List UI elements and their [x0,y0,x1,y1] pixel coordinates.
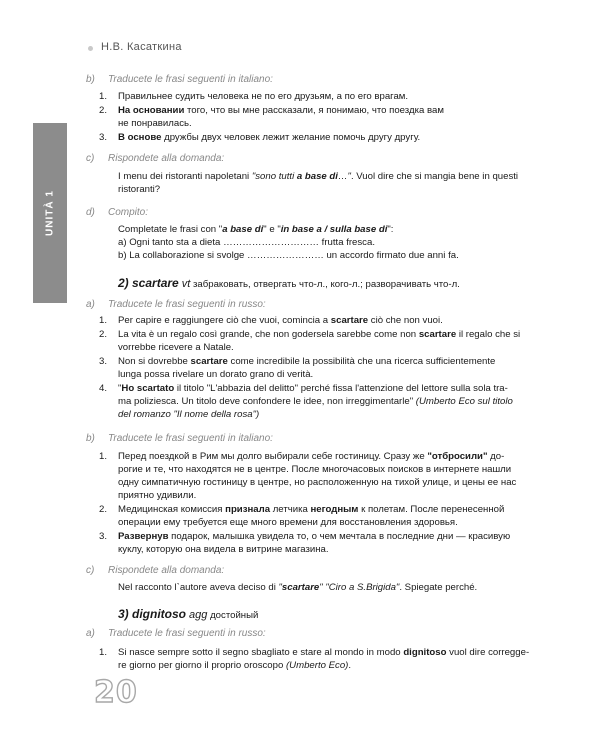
exercise-line: "Ho scartato il titolo "L'abbazia del delitto" perché fissa l'attenzione del lettore sulla sola tra- [118,383,508,394]
unit-tab-label: UNITÀ 1 [44,190,56,236]
exercise-line: vorrebbe ricevere a Natale. [118,342,234,353]
exercise-line: На основании того, что вы мне рассказали, я понимаю, что поездка вам [118,105,444,116]
exercise-line: Медицинская комиссия признала летчика негодным к полетам. После перенесенной [118,504,505,515]
exercise-line: I menu dei ristoranti napoletani "sono tutti a base di…". Vuol dire che si mangia bene in questi [118,171,519,182]
exercise-line: куклу, которую она видела в витрине магазина. [118,544,329,555]
section-b-heading: b) Traducete le frasi seguenti in italiano: [86,433,273,444]
exercise-line: del romanzo "Il nome della rosa") [118,409,260,420]
item-number: 3. [99,356,108,367]
item-number: 2. [99,105,108,116]
item-number: 2. [99,504,108,515]
exercise-line: a) Ogni tanto sta a dieta ………………………… frutta fresca. [118,237,375,248]
item-number: 1. [99,451,108,462]
exercise-line: Nel racconto l`autore aveva deciso di "scartare" "Ciro a S.Brigida". Spiegate perché. [118,582,478,593]
exercise-line: приятно удивили. [118,490,197,501]
section-b-heading: b) Traducete le frasi seguenti in italiano: [86,74,273,85]
exercise-line: одну симпатичную гостиницу в центре, но расположенную на тихой улице, и цены ее нас [118,477,517,488]
exercise-line: Si nasce sempre sotto il segno sbagliato e stare al mondo in modo dignitoso vuol dire corregge- [118,647,530,658]
vocab-heading-scartare: 2) scartare vt забраковать, отвергать что-л., кого-л.; разворачивать что-л. [118,276,460,290]
item-number: 1. [99,91,108,102]
exercise-line: b) La collaborazione si svolge …………………… un accordo firmato due anni fa. [118,250,459,261]
item-number: 1. [99,647,108,658]
exercise-line: не понравилась. [118,118,192,129]
unit-side-tab [33,123,67,303]
item-number: 2. [99,329,108,340]
exercise-line: lunga possa rivelare un dorato grano di verità. [118,369,314,380]
exercise-line: Completate le frasi con "a base di" e "in base a / sulla base di": [118,224,394,235]
vocab-heading-dignitoso: 3) dignitoso agg достойный [118,607,259,621]
exercise-line: Развернув подарок, малышка увидела то, о чем мечтала в последние дни — красивую [118,531,511,542]
exercise-line: Non si dovrebbe scartare come incredibile la possibilità che una ricerca sufficientemente [118,356,496,367]
item-number: 3. [99,132,108,143]
exercise-line: операции ему требуется еще много времени для восстановления здоровья. [118,517,458,528]
exercise-line: рогие и те, что находятся не в центре. После многочасовых поисков в интернете нашли [118,464,512,475]
section-c-heading: c) Rispondete alla domanda: [86,565,225,576]
section-a-heading: a) Traducete le frasi seguenti in russo: [86,628,266,639]
running-header-author: Н.В. Касаткина [101,41,182,53]
exercise-line: Перед поездкой в Рим мы долго выбирали себе гостиницу. Сразу же "отбросили" до- [118,451,505,462]
exercise-line: Per capire e raggiungere ciò che vuoi, comincia a scartare ciò che non vuoi. [118,315,443,326]
header-bullet-icon [88,46,93,51]
exercise-line: re giorno per giorno il proprio oroscopo (Umberto Eco). [118,660,352,671]
exercise-line: La vita è un regalo così grande, che non godersela sarebbe come non scartare il regalo che si [118,329,521,340]
section-c-heading: c) Rispondete alla domanda: [86,153,225,164]
exercise-line: ma poliziesca. Un titolo deve confondere le idee, non irreggimentarle" (Umberto Eco sul titolo [118,396,513,407]
exercise-line: Правильнее судить человека не по его друзьям, а по его врагам. [118,91,409,102]
page-number: 20 [94,675,138,710]
item-number: 4. [99,383,108,394]
item-number: 3. [99,531,108,542]
section-d-heading: d) Compito: [86,207,149,218]
section-a-heading: a) Traducete le frasi seguenti in russo: [86,299,266,310]
exercise-line: ristoranti? [118,184,161,195]
exercise-line: В основе дружбы двух человек лежит желание помочь другу другу. [118,132,421,143]
item-number: 1. [99,315,108,326]
